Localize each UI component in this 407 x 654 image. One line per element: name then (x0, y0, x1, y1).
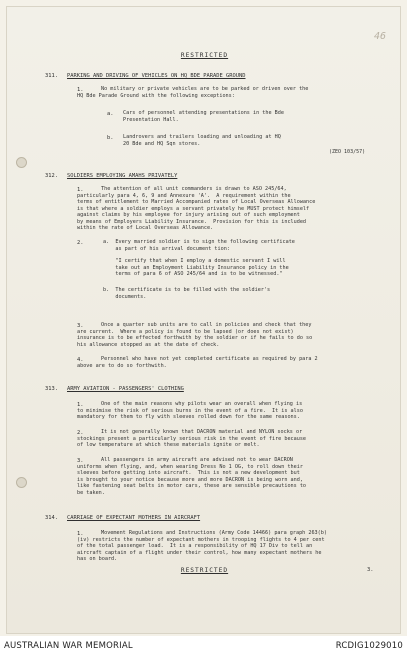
reference-number: (ZEO 103/57) (329, 149, 366, 155)
text-line: Cars of personnel attending presentations in the Bde (123, 110, 284, 116)
text-line: Movement Regulations and Instructions (Army Code 14466) para graph 263(b) (101, 530, 327, 536)
paragraph-number: 1. (77, 87, 84, 93)
section-heading: ARMY AVIATION - PASSENGERS' CLOTHING (67, 386, 184, 392)
archive-footer (0, 636, 407, 654)
text-line: All passengers in army aircraft are advised not to wear DACRON (101, 457, 293, 463)
text-line: within the rate of Local Overseas Allowance. (77, 225, 214, 231)
text-line: as part of his arrival document tion: (103, 245, 230, 252)
text-line: of low temperature at which these materials ignite or melt. (77, 442, 260, 448)
text-line: One of the main reasons why pilots wear an overall when flying is (101, 401, 303, 407)
text-line: like fastening seat belts in motor cars, these are sensible precautions to (77, 483, 307, 489)
archive-reference: RCDIG1029010 (335, 641, 403, 651)
text-line: of the total passenger load. It is a responsibility of HQ 17 Div to tell an (77, 543, 313, 549)
section-number: 313. (45, 386, 58, 392)
classification-top: RESTRICTED (180, 52, 229, 59)
section-number: 312. (45, 173, 58, 179)
punch-hole (16, 477, 27, 488)
text-line: Landrovers and trailers loading and unloading at HQ (123, 134, 281, 140)
archive-name: AUSTRALIAN WAR MEMORIAL (4, 641, 133, 651)
paragraph-number: 1. (77, 187, 84, 193)
text-line: It is not generally known that DACRON material and NYLON socks or (101, 429, 303, 435)
text-line: (iv) restricts the number of expectant mothers in trooping flights to 4 per cent (77, 536, 325, 543)
text-line: terms of entitlement to Married Accompanied rates of Local Overseas Allowance (77, 199, 316, 205)
page-mark: 46 (373, 31, 386, 42)
paragraph-number: 4. (77, 357, 84, 363)
text-line: above are to do so forthwith. (77, 362, 167, 369)
text-line: b. The certificate is to be filled with the soldier's (103, 287, 271, 293)
text-line: Once a quarter sub units are to call in policies and check that they (101, 322, 312, 328)
text-line: documents. (103, 293, 147, 300)
item-label: b. (107, 135, 114, 141)
text-line: stockings present a particularly serious risk in the event of fire because (77, 435, 307, 442)
text-line: is brought to your notice because more and more DACRON is being worn and, (77, 476, 303, 483)
text-line: to minimise the risk of serious burns in the event of a fire. It is also (77, 407, 303, 414)
text-line: Presentation Hall. (123, 116, 179, 123)
section-heading: CARRIAGE OF EXPECTANT MOTHERS IN AIRCRAFT (67, 515, 201, 521)
text-line: 20 Bde and HQ Sqn stores. (123, 140, 201, 147)
text-line: "I certify that when I employ a domestic servant I will (103, 258, 286, 264)
paragraph-number: 3. (77, 458, 84, 464)
page-number: 3. (367, 567, 374, 573)
text-line: The attention of all unit commanders is drawn to ASO 245/64, (101, 186, 287, 192)
paragraph-number: 2. (77, 240, 84, 246)
text-line: uniforms when flying, and, when wearing Dress No 1 OG, to roll down their (77, 463, 303, 470)
text-line: has on board. (77, 556, 118, 562)
text-line: a. Every married soldier is to sign the following certificate (103, 239, 295, 245)
document-page (6, 6, 401, 634)
text-line: are current. Where a policy is found to be lapsed (or does not exist) (77, 328, 294, 335)
text-line: mandatory for them to fly with sleeves rolled down for the same reasons. (77, 414, 300, 420)
text-line: sleeves before getting into aircraft. This is not a new development but (77, 470, 300, 476)
paragraph-number: 1. (77, 531, 84, 537)
text-line: his allowance stopped as at the date of check. (77, 341, 220, 348)
text-line: insurance is to be effected forthwith by the soldier or if he fails to do so (77, 335, 313, 341)
text-line: particularly para 4, 6, 9 and Annexure 'A'. A requirement within the (77, 192, 291, 199)
section-number: 314. (45, 515, 58, 521)
section-heading: PARKING AND DRIVING OF VEHICLES ON HQ BDE PARADE GROUND (67, 73, 246, 79)
text-line: aircraft captain of a flight under their control, how many expectant mothers he (77, 549, 322, 556)
section-number: 311. (45, 73, 58, 79)
text-line: be taken. (77, 489, 105, 496)
text-line: terms of para 6 of ASO 245/64 and is to be witnessed." (103, 271, 283, 277)
punch-hole (16, 157, 27, 168)
text-line: is that where a soldier employs a servant privately he MUST protect himself (77, 205, 310, 212)
paragraph-number: 3. (77, 323, 84, 329)
section-heading: SOLDIERS EMPLOYING AMAHS PRIVATELY (67, 173, 178, 179)
paragraph-number: 2. (77, 430, 84, 436)
classification-bottom: RESTRICTED (180, 567, 229, 574)
item-label: a. (107, 111, 114, 117)
text-line: HQ Bde Parade Ground with the following exceptions: (77, 92, 235, 99)
paragraph-number: 1. (77, 402, 84, 408)
text-line: Personnel who have not yet completed certificate as required by para 2 (101, 356, 318, 362)
text-line: by means of Employers Liability Insurance. Provision for this is included (77, 218, 307, 225)
text-line: No military or private vehicles are to be parked or driven over the (101, 86, 309, 92)
text-line: against claims by his employee for injury arising out of such employment (77, 212, 300, 218)
text-line: take out an Employment Liability Insurance policy in the (103, 264, 289, 271)
